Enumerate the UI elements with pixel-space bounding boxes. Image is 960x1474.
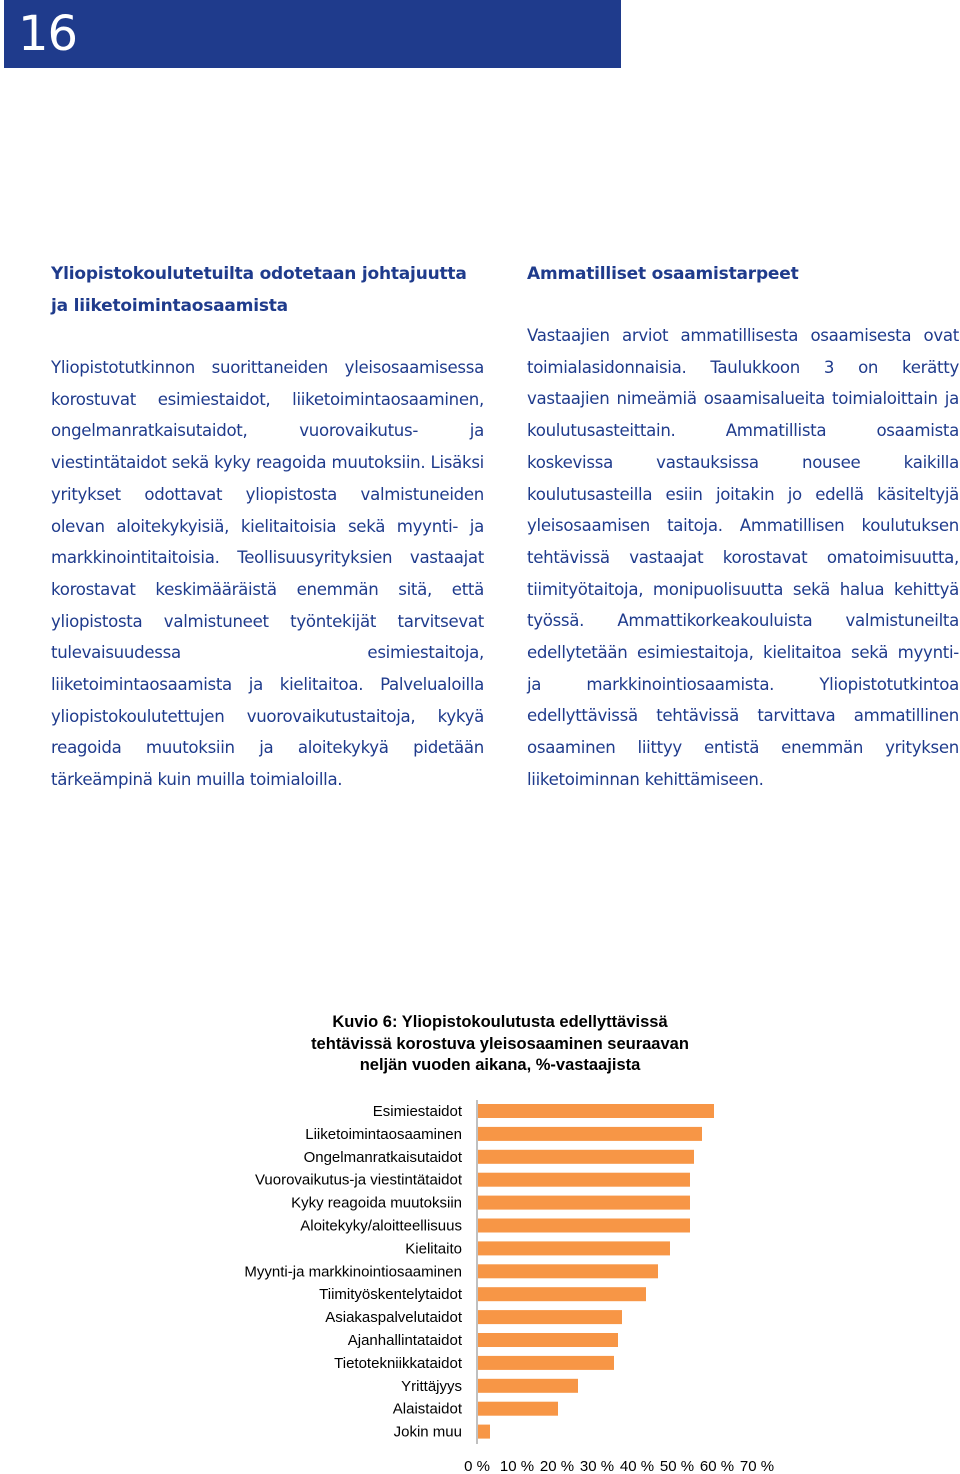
- x-tick-label: 70 %: [739, 1458, 775, 1474]
- right-heading: Ammatilliset osaamistarpeet: [527, 264, 799, 284]
- figure-title-line-3: neljän vuoden aikana, %-vastaajista: [359, 1056, 641, 1075]
- figure-title: [240, 1012, 760, 1077]
- bar-15: [478, 1425, 490, 1439]
- left-body-text: Yliopistotutkinnon suorittaneiden yleisosaamisessa korostuvat esimiestaidot, liiketoimintaosaaminen, ongelmanratkaisutaidot, vuorovaikutus- ja viestintätaidot sekä kyky reagoida muutoksiin. Lisäksi yritykset odottavat yliopistosta valmistuneiden olevan aloitekykyisiä, kielitaitoisia sekä myynti- ja markkinointitaitoisia. Teollisuusyrityksien vastaajat korostavat keskimääräistä enemmän sitä, että yliopistosta valmistuneet työntekijät tarvitsevat tulevaisuudessa esimiestaitoja, liiketoimintaosaamista ja kielitaitoa. Palvelualoilla yliopistokoulutettujen vuorovaikutustaitoja, kykyä reagoida muutoksiin ja aloitekykyä pidetään tärkeämpinä kuin muilla toimialoilla.: [51, 358, 484, 790]
- bar-7: [478, 1241, 670, 1255]
- category-label: Tiimityöskentelytaidot: [319, 1286, 462, 1304]
- category-label: Jokin muu: [393, 1423, 462, 1441]
- category-label: Yrittäjyys: [401, 1377, 462, 1395]
- category-label: Asiakaspalvelutaidot: [325, 1309, 462, 1327]
- right-body-text: Vastaajien arviot ammatillisesta osaamisesta ovat toimialasidonnaisia. Taulukkoon 3 on kerätty vastaajien nimeämiä osaamisalueita toimialoittain ja koulutusasteittain. Ammatillista osaamista koskevissa vastauksissa nousee kaikilla koulutusasteilla esiin joitakin jo edellä käsiteltyjä yleisosaamisen taitoja. Ammatillisen koulutuksen tehtävissä vastaajat korostavat omatoimisuutta, tiimityötaitoja, monipuolisuutta sekä halua kehittyä työssä. Ammattikorkeakouluista valmistuneilta edellytetään esimiestaitoja, kielitaitoa sekä myynti- ja markkinointiosaamista. Yliopistotutkintoa edellyttävissä tehtävissä tarvittava ammatillinen osaaminen liittyy entistä enemmän yrityksen liiketoiminnan kehittämiseen.: [527, 326, 959, 789]
- bar-3: [478, 1150, 694, 1164]
- figure-title-line-2: tehtävissä korostuva yleisosaaminen seuraavan: [311, 1034, 689, 1053]
- bar-13: [478, 1379, 578, 1393]
- bar-4: [478, 1173, 690, 1187]
- category-label: Aloitekyky/aloitteellisuus: [300, 1217, 462, 1235]
- bar-chart: [0, 1090, 960, 1474]
- bar-6: [478, 1219, 690, 1233]
- x-tick-label: 10 %: [499, 1458, 535, 1474]
- category-label: Vuorovaikutus-ja viestintätaidot: [254, 1171, 462, 1189]
- x-tick-label: 40 %: [619, 1458, 655, 1474]
- category-label: Esimiestaidot: [372, 1103, 462, 1120]
- category-label: Ajanhallintataidot: [347, 1332, 462, 1349]
- page-number-tab: [4, 0, 621, 68]
- left-heading: Yliopistokoulutetuilta odotetaan johtajuutta ja liiketoimintaosaamista: [51, 264, 467, 316]
- category-label: Liiketoimintaosaaminen: [305, 1125, 462, 1143]
- x-tick-label: 30 %: [579, 1458, 615, 1474]
- category-label: Kyky reagoida muutoksiin: [291, 1194, 462, 1212]
- left-column: [51, 258, 484, 796]
- bar-11: [478, 1333, 618, 1347]
- right-column: [527, 258, 959, 796]
- bar-12: [478, 1356, 614, 1370]
- bar-8: [478, 1264, 658, 1278]
- x-tick-label: 20 %: [539, 1458, 575, 1474]
- bar-14: [478, 1402, 558, 1416]
- bar-1: [478, 1104, 714, 1118]
- x-tick-label: 60 %: [699, 1458, 735, 1474]
- bar-2: [478, 1127, 702, 1141]
- category-label: Myynti-ja markkinointiosaaminen: [244, 1263, 462, 1281]
- bar-9: [478, 1287, 646, 1301]
- x-tick-label: 0 %: [464, 1458, 490, 1474]
- bar-5: [478, 1196, 690, 1210]
- category-label: Ongelmanratkaisutaidot: [303, 1148, 462, 1166]
- page-number: 16: [18, 6, 78, 62]
- category-label: Alaistaidot: [392, 1400, 462, 1418]
- figure-title-line-1: Kuvio 6: Yliopistokoulutusta edellyttävissä: [332, 1013, 668, 1031]
- x-tick-label: 50 %: [659, 1458, 695, 1474]
- bar-10: [478, 1310, 622, 1324]
- category-label: Kielitaito: [405, 1240, 462, 1258]
- category-label: Tietotekniikkataidot: [334, 1354, 462, 1372]
